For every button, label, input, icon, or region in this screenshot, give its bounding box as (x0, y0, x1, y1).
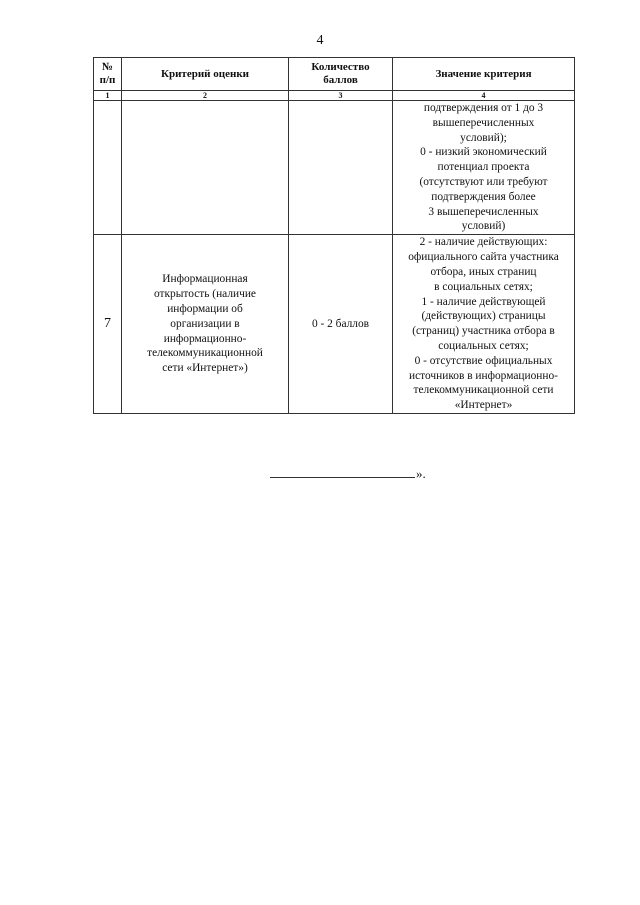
value-line: телекоммуникационной сети (413, 384, 554, 397)
value-line: вышеперечисленных (432, 116, 535, 129)
value-line: подтверждения более (431, 190, 536, 203)
criterion-line: информационно- (163, 332, 247, 345)
column-number: 4 (393, 91, 575, 101)
value-line: отбора, иных страниц (430, 265, 537, 278)
value-line: 0 - низкий экономический (420, 146, 547, 159)
value-line: «Интернет» (454, 399, 513, 412)
row-points: 0 - 2 баллов (289, 235, 393, 414)
value-line: (страниц) участника отбора в (412, 325, 555, 338)
header-number: № п/п (94, 58, 122, 91)
value-line: условий) (461, 220, 506, 233)
value-line: социальных сетях; (438, 339, 529, 352)
header-points: Количество баллов (289, 58, 393, 91)
header-row (94, 58, 575, 91)
value-line: 2 - наличие действующих: (419, 236, 548, 249)
row-value (393, 235, 575, 414)
criterion-line: Информационная (162, 273, 248, 286)
row-number (94, 101, 122, 235)
row-value (393, 101, 575, 235)
value-line: (действующих) страницы (421, 310, 546, 323)
page-number: 4 (316, 33, 324, 48)
column-number: 1 (94, 91, 122, 101)
closing-line (270, 462, 430, 482)
value-line: (отсутствуют или требуют (419, 175, 548, 188)
criterion-line: сети «Интернет») (162, 362, 248, 375)
table-row (94, 101, 575, 235)
value-line: условий); (460, 131, 507, 144)
header-criterion: Критерий оценки (122, 58, 289, 91)
value-line: 1 - наличие действующей (421, 295, 546, 308)
underline-divider (270, 477, 415, 478)
value-line: в социальных сетях; (434, 280, 533, 293)
criterion-line: телекоммуникационной (147, 347, 263, 360)
header-value: Значение критерия (393, 58, 575, 91)
value-line: 0 - отсутствие официальных (414, 354, 553, 367)
value-line: источников в информационно- (409, 369, 558, 382)
column-number: 3 (289, 91, 393, 101)
row-points (289, 101, 393, 235)
criteria-table (93, 57, 575, 414)
value-line: потенциал проекта (437, 161, 530, 174)
column-number: 2 (122, 91, 289, 101)
criterion-line: открытость (наличие (154, 288, 256, 301)
value-line: подтверждения от 1 до 3 (423, 102, 544, 114)
value-line: официального сайта участника (408, 251, 559, 264)
criterion-line: организации в (170, 317, 240, 330)
criterion-line: информации об (167, 302, 243, 315)
row-number: 7 (94, 235, 122, 414)
row-criterion (122, 101, 289, 235)
row-criterion (122, 235, 289, 414)
value-line: 3 вышеперечисленных (428, 205, 539, 218)
table-row (94, 235, 575, 414)
column-number-row (94, 91, 575, 101)
closing-quote-mark: ». (416, 466, 426, 481)
